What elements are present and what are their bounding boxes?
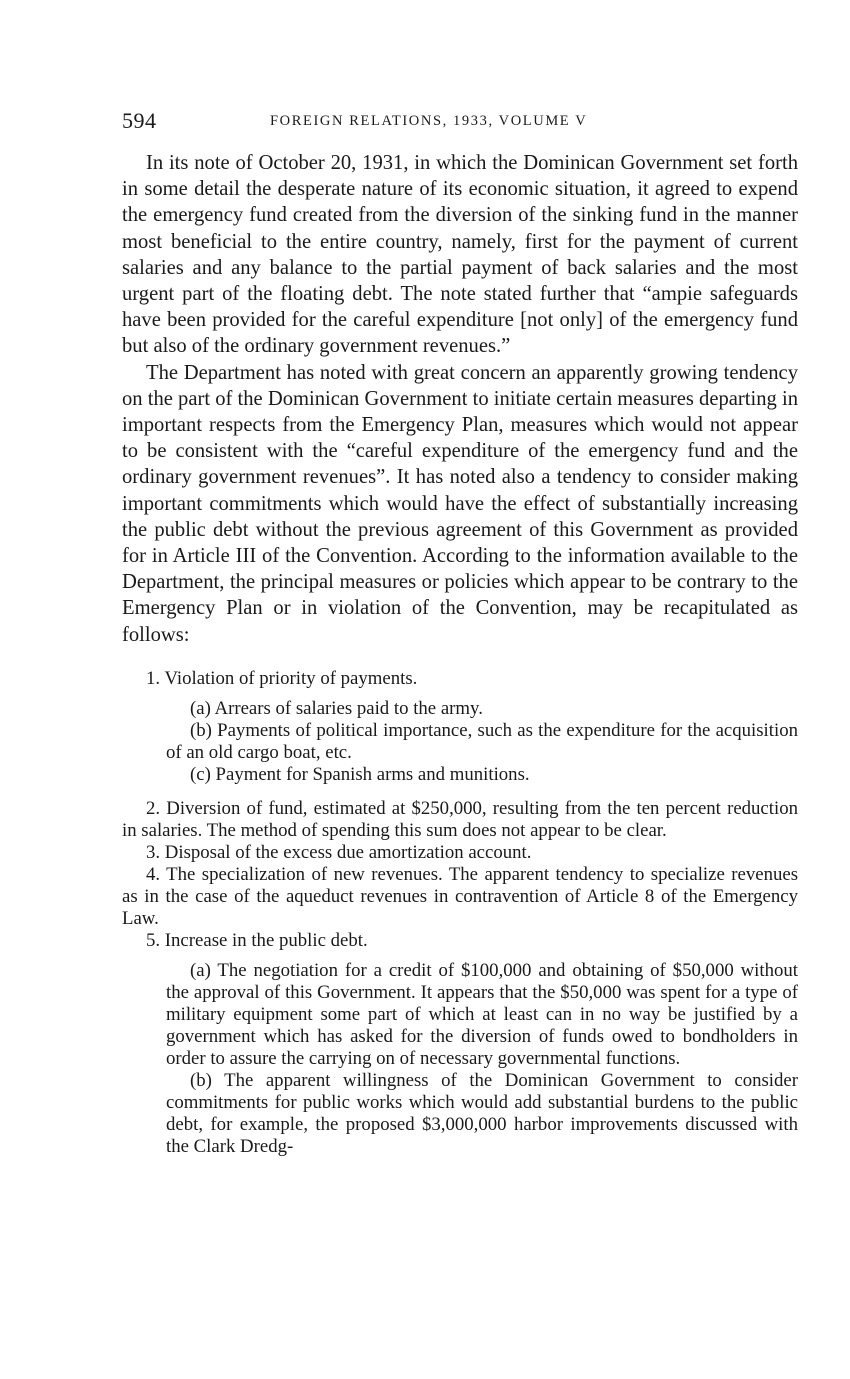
list-item: 4. The specialization of new revenues. The apparent tendency to specialize revenues as in the case of the aqueduct revenues in contravention of Article 8 of the Emergency Law. — [122, 863, 798, 929]
list-item: 1. Violation of priority of payments. — [146, 667, 418, 689]
list-item: 2. Diversion of fund, estimated at $250,000, resulting from the ten percent reduction in salaries. The method of spending this sum does not appear to be clear. — [122, 797, 798, 841]
sub-list-item: (a) Arrears of salaries paid to the army. — [190, 697, 483, 719]
list-item: 5. Increase in the public debt. — [146, 929, 368, 951]
sub-list — [144, 960, 798, 1158]
recapitulation-list — [122, 668, 798, 1158]
sub-list-item: (a) The negotiation for a credit of $100,000 and obtaining of $50,000 without the approval of this Government. It appears that the $50,000 was spent for a type of military equipment some part of which at least can in no way be justified by a government which has asked for the diversion of funds owed to bondholders in order to assure the carrying on of necessary governmental functions. — [166, 959, 798, 1069]
body-paragraph: The Department has noted with great concern an apparently growing tendency on the part of the Dominican Government to initiate certain measures departing in important respects from the Emergency Plan, measures which would not appear to be consistent with the “careful expenditure of the emergency fund and the ordinary government revenues”. It has noted also a tendency to consider making important commitments which would have the effect of substantially increasing the public debt without the previous agreement of this Government as provided for in Article III of the Convention. According to the information available to the Department, the principal measures or policies which appear to be contrary to the Emergency Plan or in violation of the Convention, may be recapitulated as follows: — [122, 361, 798, 646]
sub-list-item: (b) The apparent willingness of the Dominican Government to consider commitments for public works which would add substantial burdens to the public debt, for example, the proposed $3,000,000 harbor improvements discussed with the Clark Dredg- — [166, 1069, 798, 1157]
body-paragraph: In its note of October 20, 1931, in which the Dominican Government set forth in some detail the desperate nature of its economic situation, it agreed to expend the emergency fund created from the diversion of the sinking fund in the manner most beneficial to the entire country, namely, first for the payment of current salaries and any balance to the partial payment of back salaries and the most urgent part of the floating debt. The note stated further that “ampie safeguards have been provided for the careful expenditure [not only] of the emergency fund but also of the ordinary government revenues.” — [122, 152, 798, 358]
sub-list — [144, 698, 798, 786]
page-number: 594 — [122, 108, 157, 133]
running-head — [122, 108, 798, 136]
sub-list-item: (c) Payment for Spanish arms and munitions. — [190, 763, 530, 785]
list-item: 3. Disposal of the excess due amortization account. — [146, 841, 532, 863]
running-head-title: FOREIGN RELATIONS, 1933, VOLUME V — [270, 113, 588, 129]
document-page — [122, 108, 798, 1158]
sub-list-item: (b) Payments of political importance, such as the expenditure for the acquisition of an old cargo boat, etc. — [166, 719, 798, 763]
